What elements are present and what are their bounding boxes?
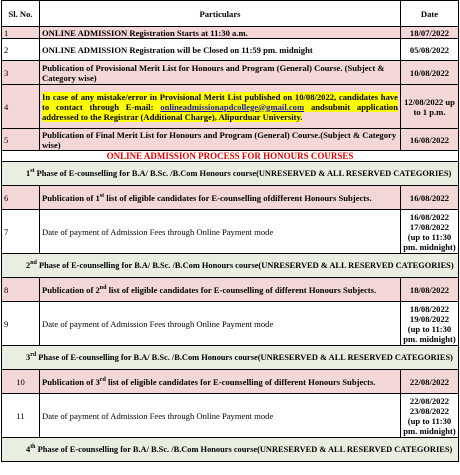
row-sl: 1 <box>2 27 40 39</box>
row-sl: 8 <box>2 278 40 302</box>
phase-2-title: 2nd Phase of E-counselling for B.A/ B.Sc. /B.Com Honours course(UNRESERVED & ALL RESERVED CATEGORIES) <box>2 254 459 278</box>
row-particulars: Publication of Final Merit List for Honours and Program (General) Course.(Subject & Category wise) <box>40 129 401 151</box>
row-date: 16/08/2022 <box>401 186 459 210</box>
phase-row <box>2 346 459 370</box>
table-row <box>2 61 459 85</box>
row-sl: 2 <box>2 39 40 61</box>
row-particulars: Publication of 2nd list of eligible candidates for E-counselling of different Honours Subjects. <box>40 278 401 302</box>
section-title: ONLINE ADMISSION PROCESS FOR HONOURS COURSES <box>2 151 459 162</box>
table-row <box>2 370 459 394</box>
phase-row <box>2 162 459 186</box>
table-row <box>2 85 459 129</box>
row-date: 16/08/2022 17/08/2022 (up to 11:30 pm. midnight) <box>401 210 459 254</box>
header-row <box>2 1 459 27</box>
row-sl: 11 <box>2 394 40 438</box>
row-particulars: Date of payment of Admission Fees through Online Payment mode <box>40 302 401 346</box>
table-row <box>2 278 459 302</box>
row-particulars: ONLINE ADMISSION Registration Starts at 11:30 a.m. <box>40 27 401 39</box>
row-date: 22/08/2022 23/08/2022 (up to 11:30 pm. midnight) <box>401 394 459 438</box>
row-particulars: Publication of Provisional Merit List for Honours and Program (General) Course. (Subject & Category wise) <box>40 61 401 85</box>
row-sl: 9 <box>2 302 40 346</box>
row-date: 10/08/2022 <box>401 61 459 85</box>
row-sl: 4 <box>2 85 40 129</box>
row-particulars: Date of payment of Admission Fees through Online Payment mode <box>40 394 401 438</box>
row-particulars: Publication of 1st list of eligible candidates for E-counselling ofdifferent Honours Subjects. <box>40 186 401 210</box>
row-particulars: Publication of 3rd list of eligible candidates for E-counselling of different Honours Subjects. <box>40 370 401 394</box>
row-sl: 6 <box>2 186 40 210</box>
header-particulars: Particulars <box>40 1 401 27</box>
row-date: 18/07/2022 <box>401 27 459 39</box>
row-date: 12/08/2022 up to 1 p.m. <box>401 85 459 129</box>
phase-4-title: 4th Phase of E-counselling for B.A/ B.Sc. /B.Com Honours course(UNRESERVED & ALL RESERVED CATEGORIES) <box>2 438 459 462</box>
notice-text-1: In case of any mistake/error in Provisional Merit List published on 10/08/2022, candidates have to contact through E-mail: <box>42 91 398 112</box>
row-sl: 5 <box>2 129 40 151</box>
contact-email-link[interactable]: onlineadmissionapdcollege@gmail.com <box>160 101 305 112</box>
row-date: 22/08/2022 <box>401 370 459 394</box>
table-row <box>2 302 459 346</box>
phase-1-title: 1st Phase of E-counselling for B.A/ B.Sc. /B.Com Honours course(UNRESERVED & ALL RESERVED CATEGORIES) <box>2 162 459 186</box>
row-sl: 3 <box>2 61 40 85</box>
row-sl: 7 <box>2 210 40 254</box>
table-row <box>2 39 459 61</box>
admission-schedule-table <box>1 0 459 462</box>
row-particulars: Date of payment of Admission Fees through Online Payment mode <box>40 210 401 254</box>
table-row <box>2 27 459 39</box>
row-particulars: ONLINE ADMISSION Registration will be Closed on 11:59 pm. midnight <box>40 39 401 61</box>
phase-row <box>2 254 459 278</box>
row-date: 16/08/2022 <box>401 129 459 151</box>
highlighted-notice <box>42 92 398 122</box>
header-sl: Sl. No. <box>2 1 40 27</box>
row-date: 18/08/2022 19/08/2022 (up to 11:30 pm. midnight) <box>401 302 459 346</box>
row-particulars <box>40 85 401 129</box>
section-heading-row <box>2 151 459 162</box>
phase-row <box>2 438 459 462</box>
phase-3-title: 3rd Phase of E-counselling for B.A/ B.Sc. /B.Com Honours course(UNRESERVED & ALL RESERVED CATEGORIES) <box>2 346 459 370</box>
row-sl: 10 <box>2 370 40 394</box>
table-row <box>2 210 459 254</box>
row-date: 05/08/2022 <box>401 39 459 61</box>
table-row <box>2 129 459 151</box>
table-row <box>2 186 459 210</box>
notice-text-2: andsubmit application addressed to the Registrar (Additional Charge), Alipurduar University. <box>42 101 399 122</box>
row-date: 18/08/2022 <box>401 278 459 302</box>
table-row <box>2 394 459 438</box>
header-date: Date <box>401 1 459 27</box>
